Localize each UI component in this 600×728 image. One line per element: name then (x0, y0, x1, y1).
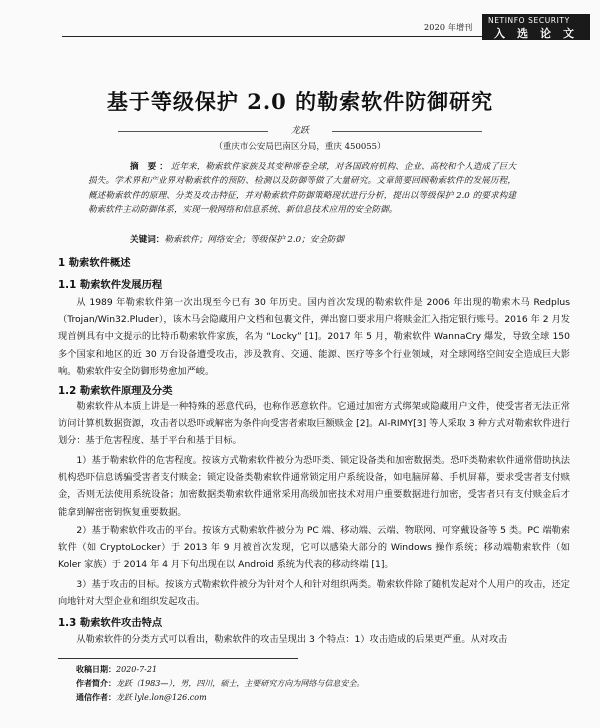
section-badge (482, 14, 590, 40)
subsection-heading-features: 1.3 勒索软件攻击特点 (58, 617, 163, 629)
journal-brand: NETINFO SECURITY (488, 16, 570, 25)
abstract (88, 160, 516, 218)
bio-label: 作者简介： (76, 679, 116, 688)
paragraph-history: 从 1989 年勒索软件第一次出现至今已有 30 年历史。国内首次发现的勒索软件是 2006 年出现的勒索木马 Redplus（Trojan/Win32.Pluder），该木马会隐藏用户文档和包裹文件，弹出窗口要求用户将赎金汇入指定银行账号。2016 年 2 月发现首例具有中文提示的比特币勒索软件家族，名为 “Locky” [1]。2017 年 5 月，勒索软件 WannaCry 爆发，导致全球 150 多个国家和地区的近 30 万台设备遭受攻击，涉及教育、交通、能源、医疗等多个行业领域，对全球网络空间安全造成巨大影响。勒索软件安全防御形势愈加严峻。 (58, 297, 570, 377)
footnote-bio (76, 678, 364, 690)
section-heading-overview: 1 勒索软件概述 (58, 257, 131, 269)
keywords-text: 勒索软件；网络安全；等级保护 2.0；安全防御 (164, 235, 345, 245)
author-name: 龙跃 (290, 126, 309, 136)
bio-text: 龙跃（1983—），男，四川，硕士，主要研究方向为网络与信息安全。 (116, 679, 365, 688)
subsection-heading-history: 1.1 勒索软件发展历程 (58, 279, 163, 291)
paragraph-features: 从勒索软件的分类方式可以看出，勒索软件的攻击呈现出 3 个特点：1）攻击造成的后果更严重。从对攻击 (76, 634, 508, 645)
section-label: 入选论文 (494, 27, 586, 40)
paragraph-platform-classification: 2）基于勒索软件攻击的平台。按该方式勒索软件被分为 PC 端、移动端、云端、物联网、可穿戴设备等 5 类。PC 端勒索软件（如 CryptoLocker）于 2013 年 9 月被首次发现，它可以感染大部分的 Windows 操作系统；移动端勒索软件（如 Koler 家族）于 2014 年 4 月下旬出现在以 Android 系统为代表的移动终端 [1]。 (58, 525, 570, 571)
footnote-received (76, 664, 157, 676)
contact-label: 通信作者： (76, 693, 116, 702)
author-line (118, 126, 482, 136)
received-date: 2020-7-21 (116, 665, 158, 674)
article-title: 基于等级保护 2.0 的勒索软件防御研究 (106, 89, 494, 114)
footnote-contact (76, 692, 207, 704)
received-label: 收稿日期： (76, 665, 116, 674)
contact-text: 龙跃 lyle.lon@126.com (116, 693, 207, 702)
abstract-text: 近年来，勒索软件家族及其变种席卷全球，对各国政府机构、企业、高校和个人造成了巨大损失。学术界和产业界对勒索软件的预防、检测以及防御等做了大量研究。文章简要回顾勒索软件的发展历程，概述勒索软件的原理、分类及攻击特征，并对勒索软件防御策略现状进行分析，提出以等级保护 2.0 的要求构建勒索软件主动防御体系，实现一般网络和信息系统、新信息技术应用的安全防御。 (88, 162, 516, 216)
subsection-heading-principle: 1.2 勒索软件原理及分类 (58, 385, 173, 397)
keywords-label: 关键词： (130, 235, 165, 245)
author-affiliation: （重庆市公安局巴南区分局，重庆 450055） (214, 142, 386, 152)
paragraph-principle: 勒索软件从本质上讲是一种特殊的恶意代码，也称作恶意软件。它通过加密方式绑架或隐藏用户文件，使受害者无法正常访问计算机数据资源，攻击者以恐吓或解密为条件向受害者索取巨额赎金 [2]。Al-RIMY[3] 等人采取 3 种方式对勒索软件进行划分：基于危害程度、基于平台和基于目标。 (58, 401, 570, 447)
paragraph-target-classification: 3）基于攻击的目标。按该方式勒索软件被分为针对个人和针对组织两类。勒索软件除了随机发起对个人用户的攻击，还定向地针对大型企业和组织发起攻击。 (58, 579, 570, 608)
header-rule (62, 36, 482, 37)
journal-issue: 2020 年增刊 (424, 23, 473, 32)
footnote-rule (58, 658, 298, 659)
paragraph-harm-classification: 1）基于勒索软件的危害程度。按该方式勒索软件被分为恐吓类、锁定设备类和加密数据类。恐吓类勒索软件通常借助执法机构恐吓信息诱骗受害者支付赎金；锁定设备类勒索软件通常锁定用户系统设备，如电脑屏幕、手机屏幕，要求受害者支付赎金，否则无法使用系统设备；加密数据类勒索软件通常采用高级加密技术对用户重要数据进行加密，受害者只有支付赎金后才能拿到解密密钥恢复重要数据。 (58, 455, 570, 518)
keywords (130, 233, 530, 245)
abstract-label: 摘 要： (130, 162, 171, 172)
